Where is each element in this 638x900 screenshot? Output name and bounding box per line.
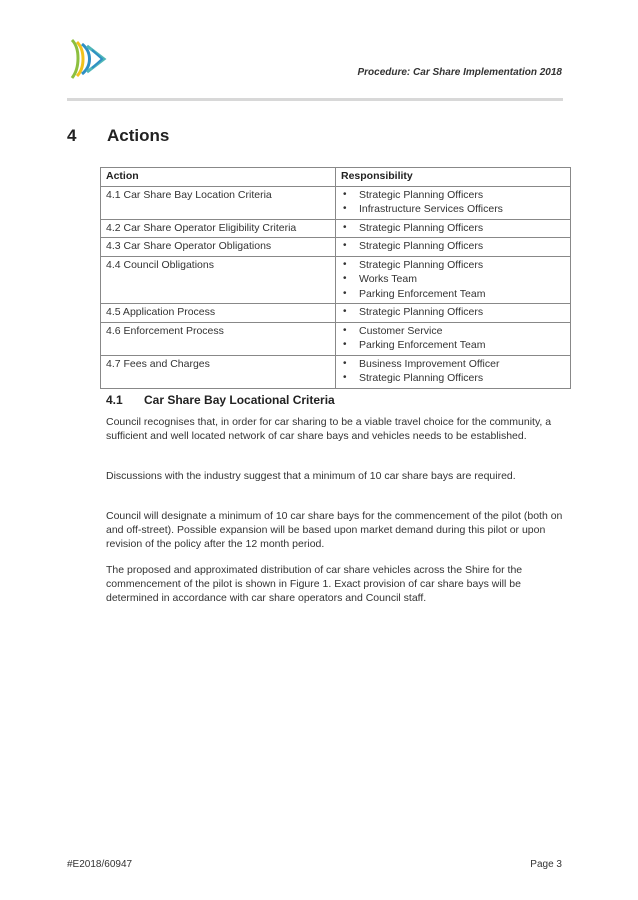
responsibility-item: • Strategic Planning Officers <box>341 188 565 203</box>
action-cell: 4.2 Car Share Operator Eligibility Criteria <box>101 219 336 238</box>
responsibility-item: • Strategic Planning Officers <box>341 221 565 236</box>
column-header-responsibility: Responsibility <box>336 168 571 187</box>
table-row <box>101 186 571 219</box>
responsibility-cell <box>336 355 571 388</box>
responsibility-cell <box>336 186 571 219</box>
table-header-row <box>101 168 571 187</box>
responsibility-cell <box>336 322 571 355</box>
subsection-number: 4.1 <box>106 393 123 407</box>
responsibility-cell <box>336 219 571 238</box>
actions-table <box>100 167 571 389</box>
section-number: 4 <box>67 126 77 145</box>
responsibility-cell <box>336 238 571 257</box>
paragraph: Council will designate a minimum of 10 car share bays for the commencement of the pilot (both on and off-street). Possible expansion will be based upon market demand during this pilot or upon revision of the policy after the 12 month period. <box>106 510 563 550</box>
document-header-title: Procedure: Car Share Implementation 2018 <box>357 67 562 78</box>
responsibility-item: • Works Team <box>341 272 565 287</box>
table-row <box>101 238 571 257</box>
responsibility-cell <box>336 304 571 323</box>
table-row <box>101 322 571 355</box>
section-heading <box>67 126 169 146</box>
action-cell: 4.1 Car Share Bay Location Criteria <box>101 186 336 219</box>
subsection-title: Car Share Bay Locational Criteria <box>144 393 335 407</box>
column-header-action: Action <box>101 168 336 187</box>
responsibility-cell <box>336 256 571 304</box>
table-row <box>101 355 571 388</box>
table-row <box>101 304 571 323</box>
table-row <box>101 219 571 238</box>
responsibility-item: • Strategic Planning Officers <box>341 239 565 254</box>
responsibility-item: • Strategic Planning Officers <box>341 305 565 320</box>
action-cell: 4.5 Application Process <box>101 304 336 323</box>
responsibility-item: • Business Improvement Officer <box>341 357 565 372</box>
responsibility-item: • Infrastructure Services Officers <box>341 202 565 217</box>
paragraph: Discussions with the industry suggest that a minimum of 10 car share bays are required. <box>106 470 516 482</box>
responsibility-item: • Strategic Planning Officers <box>341 371 565 386</box>
action-cell: 4.3 Car Share Operator Obligations <box>101 238 336 257</box>
responsibility-item: • Parking Enforcement Team <box>341 338 565 353</box>
action-cell: 4.4 Council Obligations <box>101 256 336 304</box>
page-number: Page 3 <box>530 859 562 870</box>
action-cell: 4.7 Fees and Charges <box>101 355 336 388</box>
responsibility-item: • Strategic Planning Officers <box>341 258 565 273</box>
paragraph: Council recognises that, in order for car sharing to be a viable travel choice for the community, a sufficient and well located network of car share bays and vehicles needs to be established. <box>106 416 552 442</box>
document-reference: #E2018/60947 <box>67 859 133 870</box>
table-row <box>101 256 571 304</box>
action-cell: 4.6 Enforcement Process <box>101 322 336 355</box>
section-title: Actions <box>107 126 170 145</box>
subsection-heading <box>106 393 335 407</box>
paragraph: The proposed and approximated distribution of car share vehicles across the Shire for the commencement of the pilot is shown in Figure 1. Exact provision of car share bays will be determined in accordance with car share operators and Council staff. <box>106 564 523 604</box>
responsibility-item: • Customer Service <box>341 324 565 339</box>
council-logo-icon <box>68 38 108 80</box>
responsibility-item: • Parking Enforcement Team <box>341 287 565 302</box>
header-divider <box>67 98 563 101</box>
